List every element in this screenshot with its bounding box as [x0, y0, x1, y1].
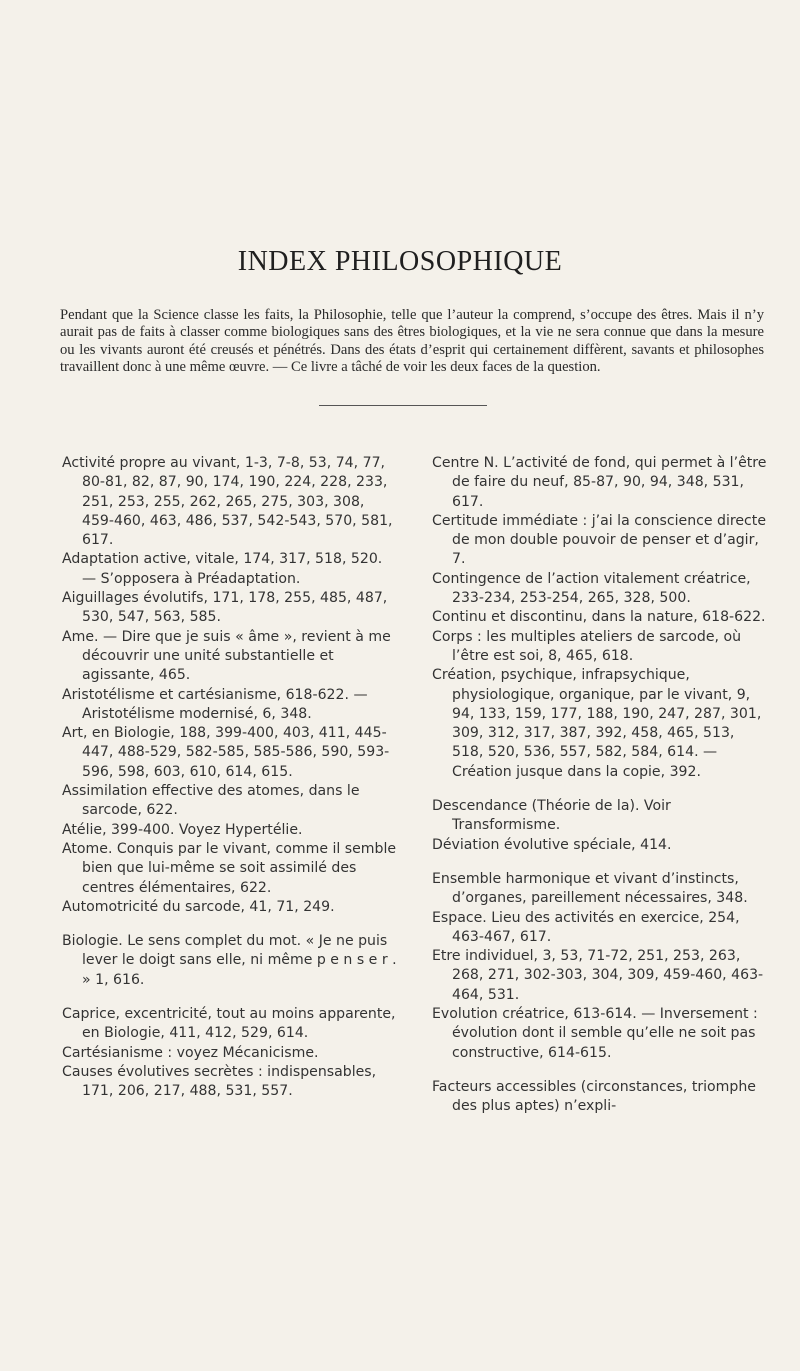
index-entry: Automotricité du sarcode, 41, 71, 249. [62, 898, 335, 915]
index-entry: Assimilation effective des atomes, dans le sarcode, 622. [62, 783, 360, 819]
index-entry: Contingence de l’action vitalement créatrice, 233-234, 253-254, 265, 328, 500. [432, 570, 751, 607]
index-entry: Facteurs accessibles (circonstances, triomphe des plus aptes) n’expli- [432, 1078, 756, 1115]
index-entry: Caprice, excentricité, tout au moins apparente, en Biologie, 411, 412, 529, 614. [62, 1006, 396, 1042]
index-entry: Aiguillages évolutifs, 171, 178, 255, 485, 487, 530, 547, 563, 585. [62, 590, 388, 626]
index-entry: Déviation évolutive spéciale, 414. [432, 836, 672, 853]
index-entry: Descendance (Théorie de la). Voir Transformisme. [432, 798, 671, 834]
index-entry: Corps : les multiples ateliers de sarcode, où l’être est soi, 8, 465, 618. [432, 628, 742, 664]
index-entry: Biologie. Le sens complet du mot. « Je ne puis lever le doigt sans elle, ni même p e n s e r . » 1, 616. [62, 933, 397, 988]
index-entry: Aristotélisme et cartésianisme, 618-622. — Aristotélisme modernisé, 6, 348. [62, 686, 368, 722]
intro-paragraph: Pendant que la Science classe les faits, la Philosophie, telle que l’auteur la comprend, s’occupe des êtres. Mais il n’y aurait pas de faits à classer comme biologiques sans des êtres biologiques, et la vie ne sera connue que dans la mesure ou les vivants auront été creusés et pénétrés. Dans des états d’esprit qui certainement diffèrent, savants et philosophes travaillent donc à une même œuvre. — Ce livre a tâché de voir les deux faces de la question. [60, 306, 764, 376]
index-entry: Adaptation active, vitale, 174, 317, 518, 520. — S’opposera à Préadaptation. [62, 551, 383, 587]
index-entry: Atélie, 399-400. Voyez Hypertélie. [62, 821, 303, 838]
index-entry: Espace. Lieu des activités en exercice, 254, 463-467, 617. [432, 909, 740, 945]
page-title: INDEX PHILOSOPHIQUE [237, 246, 563, 277]
index-column-left [62, 454, 398, 1102]
index-entry: Art, en Biologie, 188, 399-400, 403, 411, 445-447, 488-529, 582-585, 585-586, 590, 593-596, 598, 603, 610, 614, 615. [62, 725, 390, 780]
index-column-right [432, 454, 768, 1117]
index-entry: Création, psychique, infrapsychique, physiologique, organique, par le vivant, 9, 94, 133, 159, 177, 188, 190, 247, 287, 301, 309, 312, 317, 387, 392, 458, 465, 513, 518, 520, 536, 557, 582, 584, 614. — Création jusque dans la copie, 392. [432, 667, 762, 780]
index-entry: Cartésianisme : voyez Mécanicisme. [62, 1044, 319, 1061]
index-entry: Etre individuel, 3, 53, 71-72, 251, 253, 263, 268, 271, 302-303, 304, 309, 459-460, 463-464, 531. [432, 948, 764, 1003]
index-entry: Ame. — Dire que je suis « âme », revient à me découvrir une unité substantielle et agissante, 465. [62, 628, 391, 684]
index-entry: Certitude immédiate : j’ai la conscience directe de mon double pouvoir de penser et d’agir, 7. [432, 512, 766, 568]
divider-rule [319, 405, 487, 406]
index-entry: Evolution créatrice, 613-614. — Inversement : évolution dont il semble qu’elle ne soit pas constructive, 614-615. [432, 1006, 758, 1061]
index-entry: Activité propre au vivant, 1-3, 7-8, 53, 74, 77, 80-81, 82, 87, 90, 174, 190, 224, 228, 233, 251, 253, 255, 262, 265, 275, 303, 308, 459-460, 463, 486, 537, 542-543, 570, 581, 617. [62, 455, 393, 549]
index-entry: Atome. Conquis par le vivant, comme il semble bien que lui-même se soit assimilé des centres élémentaires, 622. [62, 840, 397, 896]
index-entry: Continu et discontinu, dans la nature, 618-622. [432, 609, 766, 626]
index-entry: Causes évolutives secrètes : indispensables, 171, 206, 217, 488, 531, 557. [62, 1063, 377, 1100]
index-entry: Ensemble harmonique et vivant d’instincts, d’organes, pareillement nécessaires, 348. [432, 870, 748, 907]
index-entry: Centre N. L’activité de fond, qui permet à l’être de faire du neuf, 85-87, 90, 94, 348, 531, 617. [432, 455, 767, 510]
